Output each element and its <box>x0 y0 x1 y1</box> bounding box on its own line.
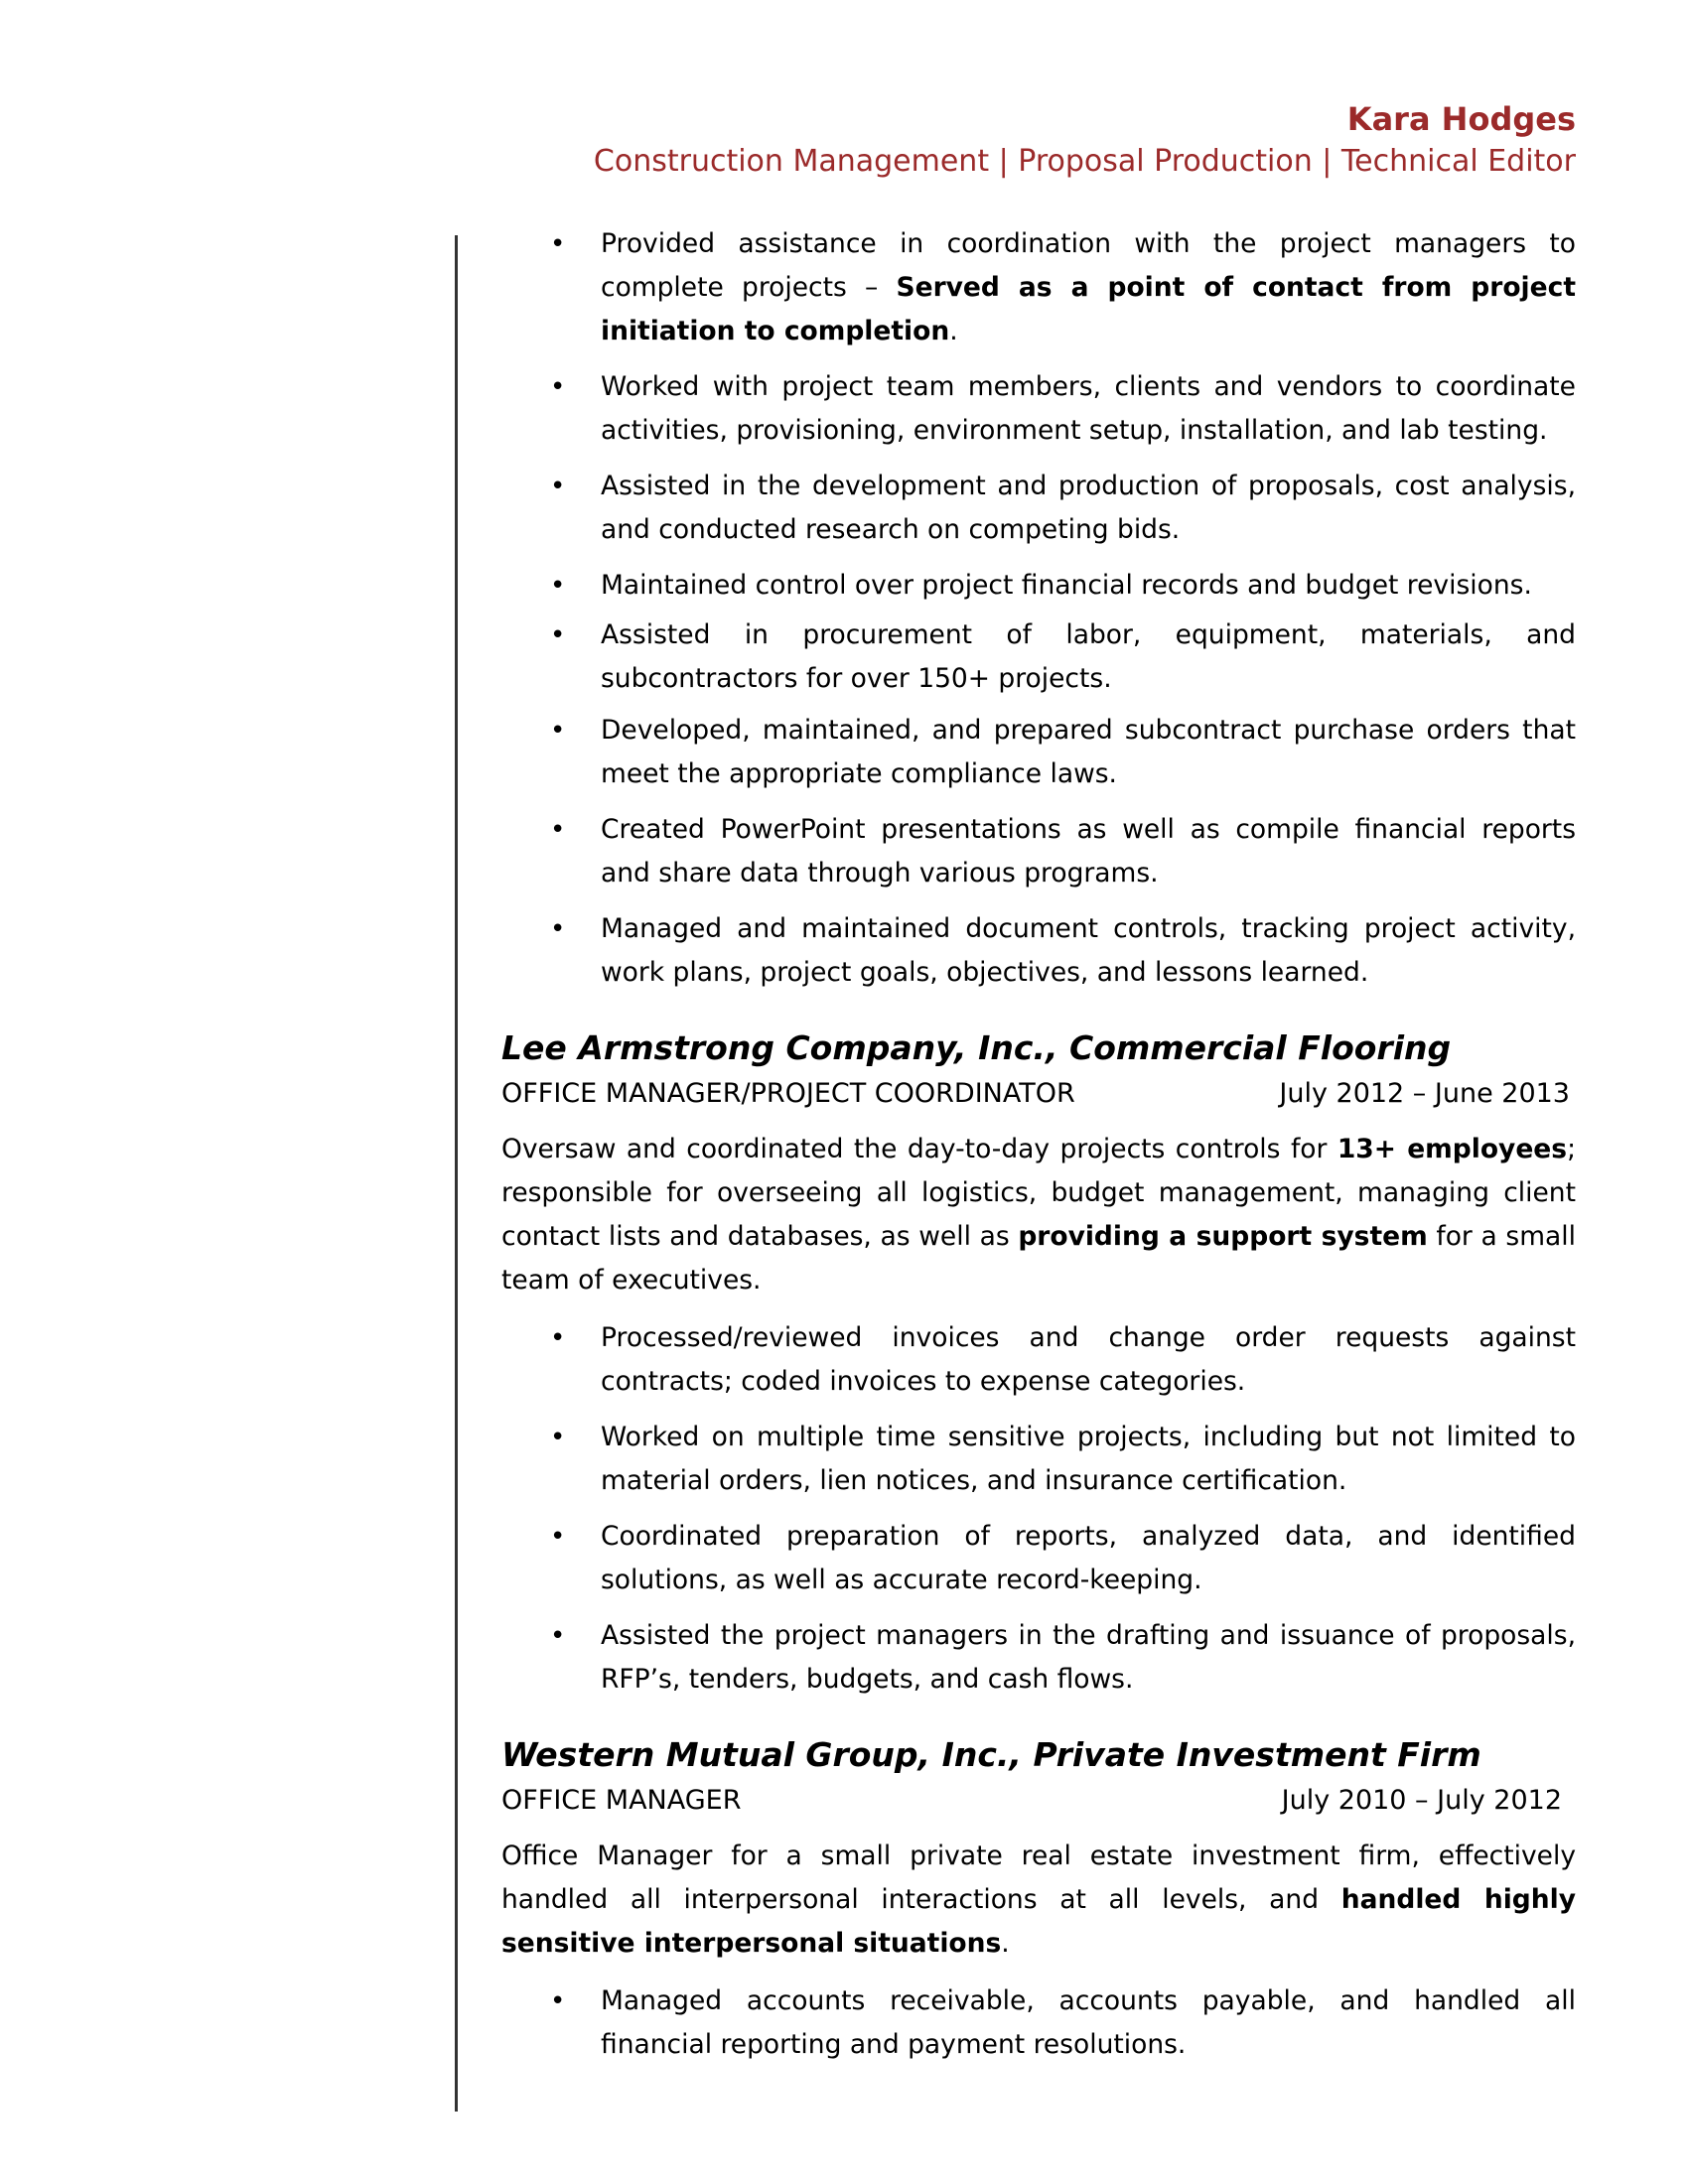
job-title: OFFICE MANAGER/PROJECT COORDINATOR <box>501 1078 1075 1109</box>
company-name: Western Mutual Group, Inc., Private Investment Firm <box>501 1735 1481 1774</box>
bullet-icon: • <box>550 815 566 845</box>
job-description: Office Manager for a small private real estate investment firm, effectively handled all interpersonal interactions at all levels, and handled highly sensitive interpersonal situations. <box>501 1841 1576 1959</box>
list-item: • Processed/reviewed invoices and change order requests against contracts; coded invoices to expense categories. <box>501 1316 1576 1404</box>
list-item: • Managed and maintained document controls, tracking project activity, work plans, project goals, objectives, and lessons learned. <box>501 907 1576 995</box>
bullet-icon: • <box>550 472 566 501</box>
job-dates: July 2012 – June 2013 <box>1279 1078 1570 1109</box>
bullet-icon: • <box>550 1323 566 1353</box>
job-lee-armstrong <box>501 1024 1576 1702</box>
bullet-icon: • <box>550 1423 566 1452</box>
bullet-icon: • <box>550 620 566 650</box>
candidate-subtitle: Construction Management | Proposal Production | Technical Editor <box>593 144 1576 179</box>
job-title-row <box>501 1781 1576 1821</box>
list-item: • Managed accounts receivable, accounts payable, and handled all financial reporting and payment resolutions. <box>501 1979 1576 2067</box>
list-item: • Worked with project team members, clients and vendors to coordinate activities, provisioning, environment setup, installation, and lab testing. <box>501 365 1576 453</box>
job-bullets <box>501 1316 1576 1702</box>
bullet-icon: • <box>550 1522 566 1552</box>
list-item: • Worked on multiple time sensitive projects, including but not limited to material orders, lien notices, and insurance certification. <box>501 1416 1576 1503</box>
job-title-row <box>501 1074 1576 1114</box>
bullet-icon: • <box>550 716 566 746</box>
list-item: • Provided assistance in coordination with the project managers to complete projects – Served as a point of contact from project initiation to completion. <box>501 222 1576 353</box>
list-item: • Developed, maintained, and prepared subcontract purchase orders that meet the appropriate compliance laws. <box>501 709 1576 796</box>
bullet-icon: • <box>550 229 566 259</box>
experience-content <box>501 222 1576 2079</box>
bullet-icon: • <box>550 914 566 944</box>
job-title: OFFICE MANAGER <box>501 1785 742 1816</box>
resume-header <box>594 99 1576 185</box>
job-bullets <box>501 1979 1576 2067</box>
list-item: • Created PowerPoint presentations as well as compile financial reports and share data through various programs. <box>501 808 1576 895</box>
candidate-name: Kara Hodges <box>1346 100 1576 138</box>
bullet-icon: • <box>550 1621 566 1651</box>
previous-job-bullets <box>501 222 1576 995</box>
list-item: • Assisted in the development and production of proposals, cost analysis, and conducted research on competing bids. <box>501 465 1576 552</box>
list-item: • Coordinated preparation of reports, analyzed data, and identified solutions, as well as accurate record-keeping. <box>501 1515 1576 1602</box>
list-item: • Maintained control over project financial records and budget revisions. <box>501 564 1576 608</box>
job-western-mutual <box>501 1731 1576 2067</box>
list-item: • Assisted the project managers in the drafting and issuance of proposals, RFP’s, tenders, budgets, and cash flows. <box>501 1614 1576 1702</box>
job-dates: July 2010 – July 2012 <box>1281 1785 1562 1816</box>
job-description: Oversaw and coordinated the day-to-day projects controls for 13+ employees; responsible for overseeing all logistics, budget management, managing client contact lists and databases, as well as providing a support system for a small team of executives. <box>501 1134 1576 1296</box>
list-item: • Assisted in procurement of labor, equipment, materials, and subcontractors for over 150+ projects. <box>501 614 1576 701</box>
company-name: Lee Armstrong Company, Inc., Commercial Flooring <box>501 1028 1452 1067</box>
bullet-icon: • <box>550 1986 566 2016</box>
vertical-divider <box>455 235 458 2112</box>
bullet-icon: • <box>550 372 566 402</box>
bullet-icon: • <box>550 571 566 601</box>
